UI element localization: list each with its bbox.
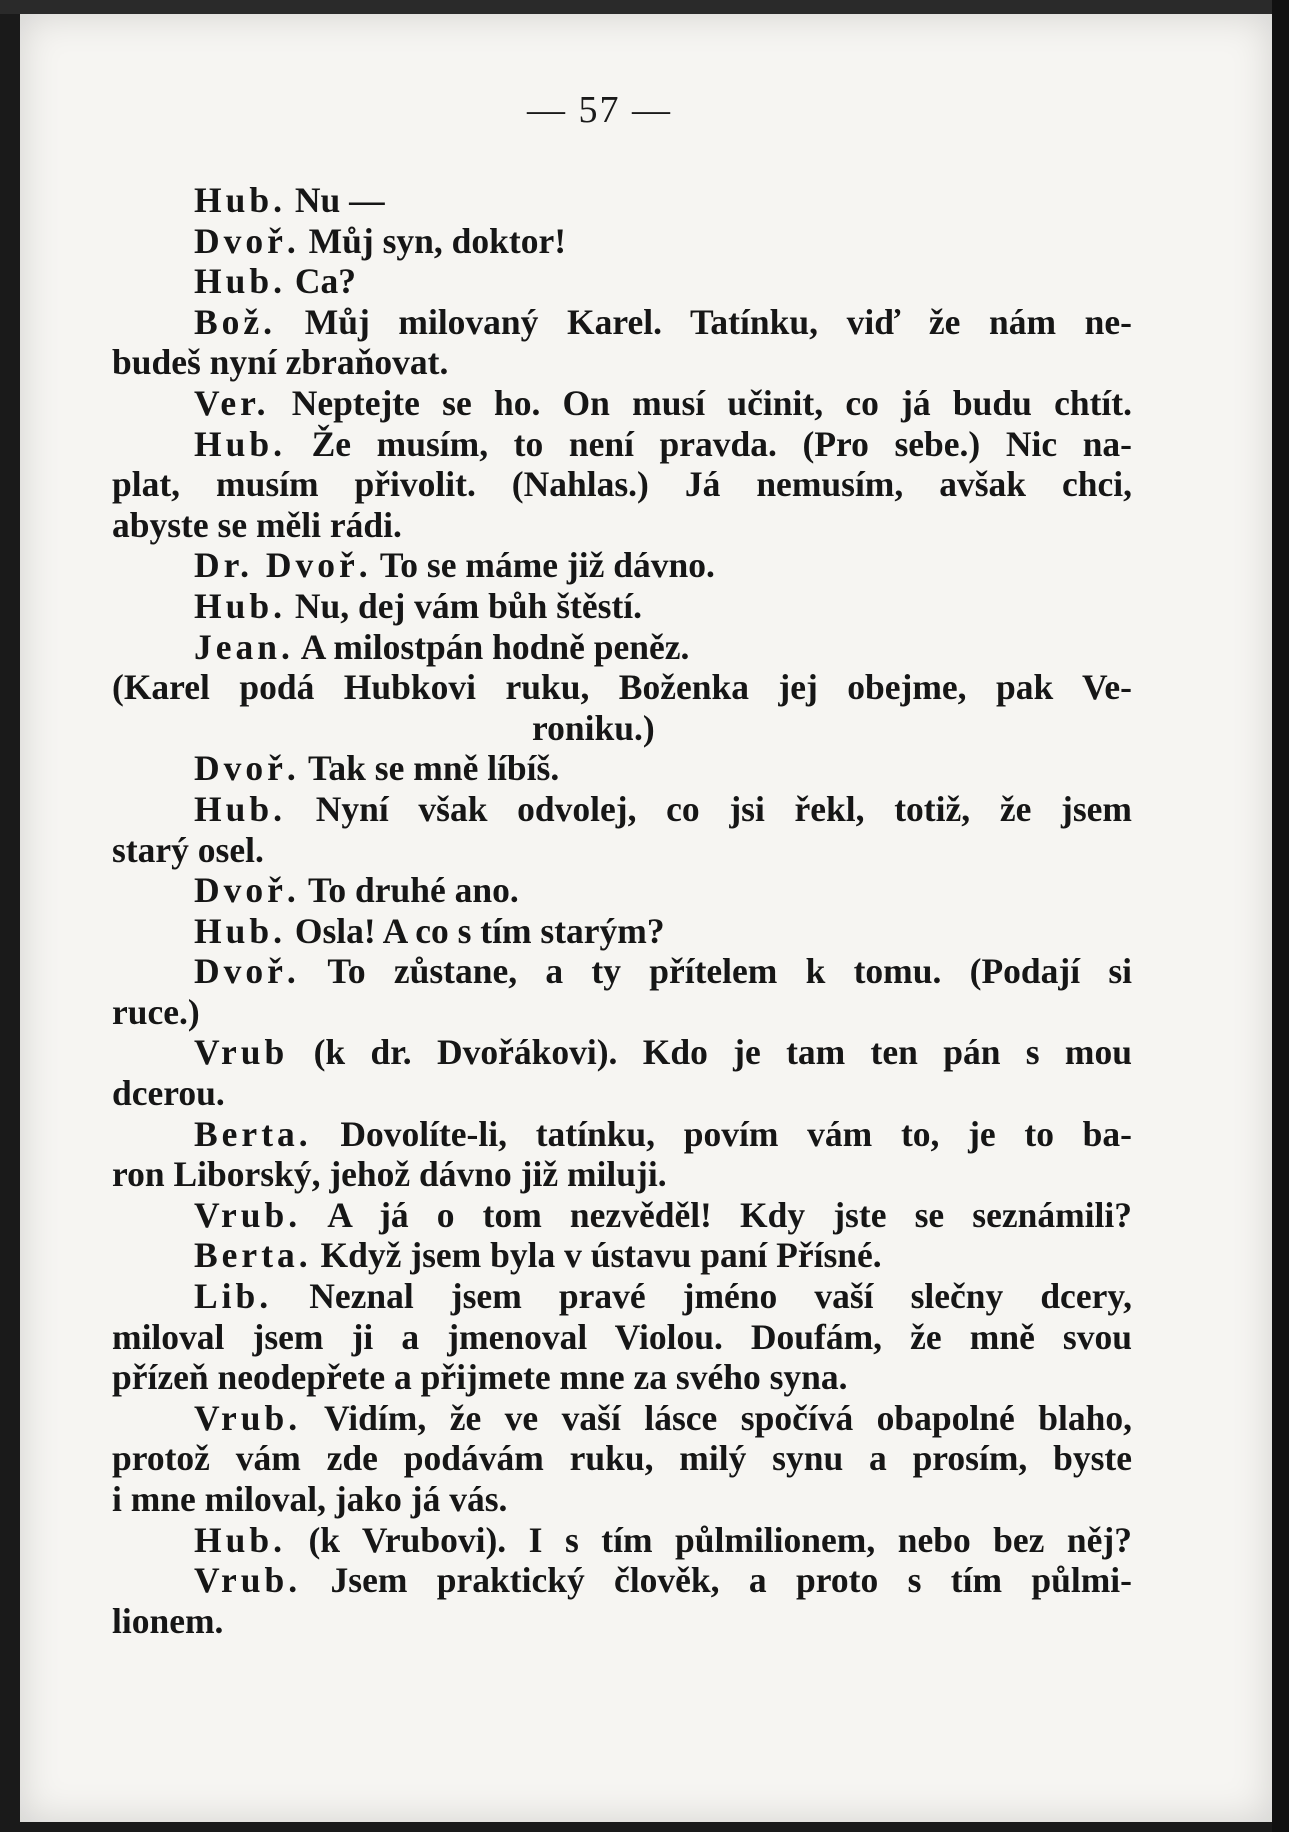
line-text: Nu, dej vám bůh štěstí.	[294, 585, 643, 626]
line-text: i mne miloval, jako já vás.	[112, 1479, 508, 1519]
speaker-name: Hub.	[194, 788, 286, 829]
text-line	[112, 1438, 1132, 1479]
speaker-name: Lib.	[194, 1276, 273, 1317]
text-line	[112, 951, 1132, 992]
text-line	[112, 302, 1132, 343]
text-line	[112, 221, 1132, 262]
line-text: Můj syn, doktor!	[308, 220, 567, 261]
line-text: abyste se měli rádi.	[112, 504, 402, 545]
text-line	[112, 1560, 1132, 1601]
line-text: (Karel podá Hubkovi ruku, Boženka jej obejme, pak Ve-	[112, 667, 1132, 708]
line-text: Neptejte se ho. On musí učinit, co já budu chtít.	[291, 382, 1132, 423]
text-line	[112, 505, 1132, 546]
text-line	[112, 1479, 1132, 1520]
text-line	[112, 1357, 1132, 1398]
text-line	[112, 1073, 1132, 1114]
line-text: Že musím, to není pravda. (Pro sebe.) Nic na-	[311, 423, 1133, 464]
text-line	[112, 627, 1132, 668]
text-line	[112, 748, 1132, 789]
scan-top-edge	[0, 0, 1289, 14]
speaker-name: Dvoř.	[194, 870, 300, 911]
text-line	[112, 1520, 1132, 1561]
speaker-name: Jean.	[194, 626, 294, 667]
text-line	[112, 830, 1132, 871]
text-line	[112, 261, 1132, 302]
text-line	[112, 342, 1132, 383]
text-line	[112, 789, 1132, 830]
line-text: lionem.	[112, 1600, 224, 1641]
line-text: budeš nyní zbraňovat.	[112, 342, 449, 383]
speaker-name: Bož.	[194, 301, 277, 342]
speaker-name: Berta.	[194, 1235, 312, 1276]
text-line	[112, 383, 1132, 424]
speaker-name: Vrub	[194, 1032, 289, 1073]
speaker-name: Hub.	[194, 1519, 286, 1560]
line-text: přízeň neodepřete a přijmete mne za svého syna.	[112, 1357, 848, 1398]
line-text: Nu —	[294, 180, 385, 220]
speaker-name: Hub.	[194, 585, 286, 626]
text-line	[112, 911, 1132, 952]
text-line	[112, 708, 1132, 749]
text-line	[112, 1195, 1132, 1236]
line-text: Nyní však odvolej, co jsi řekl, totiž, že jsem	[315, 788, 1133, 829]
text-line	[112, 1276, 1132, 1317]
line-text: (k Vrubovi). I s tím půlmilionem, nebo bez něj?	[308, 1519, 1132, 1560]
text-line	[112, 586, 1132, 627]
line-text: Tak se mně líbíš.	[308, 748, 560, 789]
line-text: Jsem praktický člověk, a proto s tím půlmi-	[330, 1560, 1132, 1601]
text-line	[112, 464, 1132, 505]
speaker-name: Vrub.	[194, 1194, 302, 1235]
speaker-name: Hub.	[194, 910, 286, 951]
text-line	[112, 870, 1132, 911]
line-text: To zůstane, a ty přítelem k tomu. (Podají si	[327, 951, 1132, 992]
line-text: Osla! A co s tím starým?	[294, 910, 665, 951]
speaker-name: Dr. Dvoř.	[194, 545, 372, 586]
text-line	[112, 545, 1132, 586]
speaker-name: Dvoř.	[194, 748, 300, 789]
line-text: dcerou.	[112, 1073, 225, 1114]
line-text: To se máme již dávno.	[379, 545, 715, 586]
speaker-name: Ver.	[194, 382, 270, 423]
line-text: Když jsem byla v ústavu paní Přísné.	[320, 1235, 882, 1276]
line-text: starý osel.	[112, 829, 264, 870]
text-line	[112, 1154, 1132, 1195]
text-line	[112, 180, 1132, 221]
line-text: Můj milovaný Karel. Tatínku, viď že nám ne-	[304, 301, 1133, 342]
text-line	[112, 424, 1132, 465]
line-text: Ca?	[294, 261, 356, 302]
speaker-name: Berta.	[194, 1113, 312, 1154]
speaker-name: Hub.	[194, 261, 286, 302]
line-text: roniku.)	[532, 707, 655, 748]
line-text: Neznal jsem pravé jméno vaší slečny dcery,	[309, 1276, 1132, 1317]
text-line	[112, 1601, 1132, 1642]
line-text: plat, musím přivolit. (Nahlas.) Já nemusím, avšak chci,	[112, 464, 1132, 505]
text-line	[112, 1114, 1132, 1155]
speaker-name: Hub.	[194, 423, 286, 464]
text-line	[112, 1398, 1132, 1439]
line-text: ruce.)	[112, 991, 200, 1032]
page-number: — 57 —	[527, 89, 672, 131]
line-text: Vidím, že ve vaší lásce spočívá obapolné blaho,	[323, 1397, 1132, 1438]
speaker-name: Dvoř.	[194, 951, 300, 992]
scan-right-edge	[1272, 0, 1289, 1832]
line-text: A já o tom nezvěděl! Kdy jste se seznámili?	[327, 1194, 1133, 1235]
text-line	[112, 1235, 1132, 1276]
line-text: A milostpán hodně peněz.	[300, 626, 690, 667]
text-line	[112, 1032, 1132, 1073]
line-text: To druhé ano.	[308, 870, 519, 911]
line-text: protož vám zde podávám ruku, milý synu a prosím, byste	[112, 1438, 1132, 1479]
text-line	[112, 1317, 1132, 1358]
line-text: (k dr. Dvořákovi). Kdo je tam ten pán s mou	[313, 1032, 1132, 1073]
play-text	[112, 180, 1132, 1641]
line-text: Dovolíte-li, tatínku, povím vám to, je to ba-	[340, 1113, 1133, 1154]
speaker-name: Vrub.	[194, 1397, 302, 1438]
speaker-name: Vrub.	[194, 1560, 302, 1601]
line-text: ron Liborský, jehož dávno již miluji.	[112, 1154, 667, 1195]
text-line	[112, 992, 1132, 1033]
speaker-name: Hub.	[194, 180, 286, 220]
speaker-name: Dvoř.	[194, 220, 300, 261]
text-line	[112, 667, 1132, 708]
line-text: miloval jsem ji a jmenoval Violou. Doufám, že mně svou	[112, 1316, 1132, 1357]
